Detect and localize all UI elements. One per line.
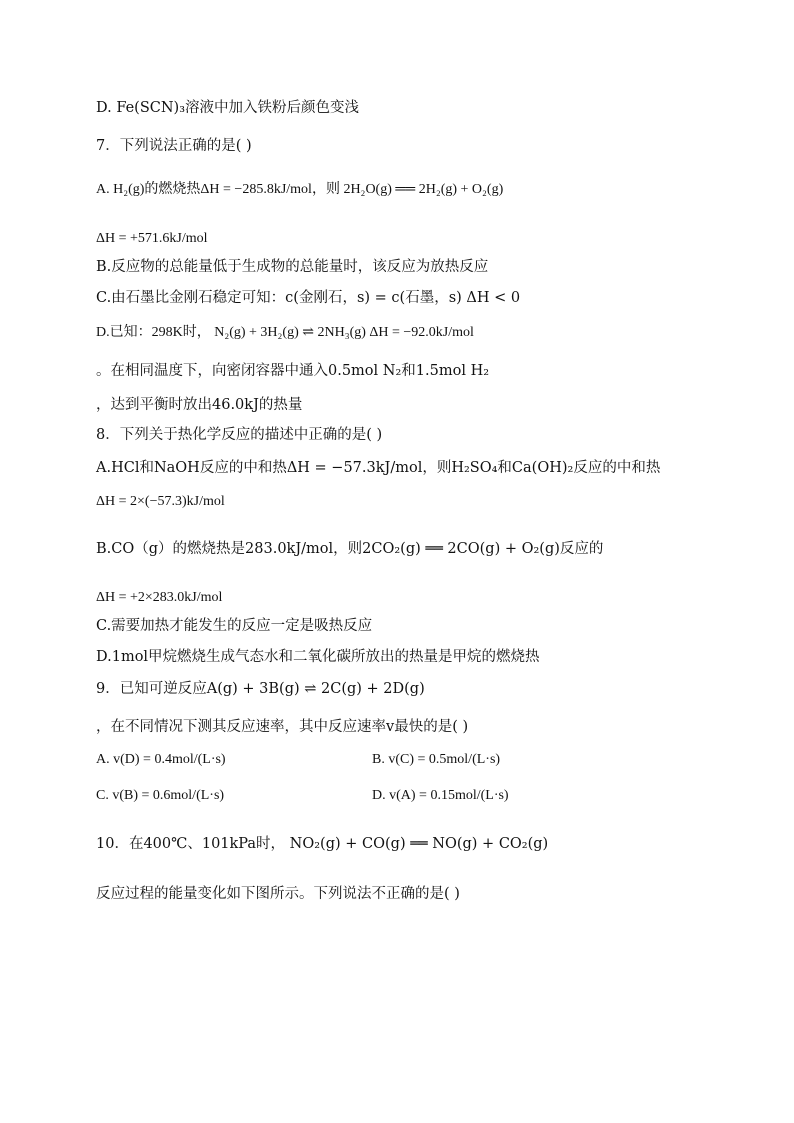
q9-stem: 9．已知可逆反应A(g) + 3B(g) ⇌ 2C(g) + 2D(g) <box>96 681 425 697</box>
q7-option-d-line3: ，达到平衡时放出46.0kJ的热量 <box>96 397 303 413</box>
q8-option-d: D.1mol甲烷燃烧生成气态水和二氧化碳所放出的热量是甲烷的燃烧热 <box>96 649 540 665</box>
q10-stem-line2: 反应过程的能量变化如下图所示。下列说法不正确的是( ) <box>96 886 460 902</box>
q8-option-b-line2: ΔH = +2×283.0kJ/mol <box>96 590 223 605</box>
q7-stem: 7．下列说法正确的是( ) <box>96 138 252 154</box>
q7-option-a-line2: ΔH = +571.6kJ/mol <box>96 231 208 246</box>
q8-option-a-line1: A.HCl和NaOH反应的中和热ΔH = −57.3kJ/mol，则H₂SO₄和Ca(OH)₂反应的中和热 <box>96 460 661 476</box>
q7-option-a-line1: A. H₂(g)的燃烧热ΔH = −285.8kJ/mol，则 2H₂O(g) ══ 2H₂(g) + O₂(g) <box>96 182 504 197</box>
q9-option-a: A. v(D) = 0.4mol/(L·s) <box>96 752 226 767</box>
q7-option-d-line2: 。在相同温度下，向密闭容器中通入0.5mol N₂和1.5mol H₂ <box>96 363 490 379</box>
q10-stem: 10．在400℃、101kPa时， NO₂(g) + CO(g) ══ NO(g) + CO₂(g) <box>96 836 549 852</box>
q8-stem: 8．下列关于热化学反应的描述中正确的是( ) <box>96 427 383 443</box>
q9-stem-line2: ，在不同情况下测其反应速率，其中反应速率v最快的是( ) <box>96 719 469 735</box>
q9-options-row2 <box>96 786 734 806</box>
q6-option-d: D. Fe(SCN)₃溶液中加入铁粉后颜色变浅 <box>96 100 360 116</box>
q7-option-d-line1: D.已知：298K时， N₂(g) + 3H₂(g) ⇌ 2NH₃(g) ΔH = −92.0kJ/mol <box>96 325 474 340</box>
q7-option-c: C.由石墨比金刚石稳定可知：c(金刚石，s) = c(石墨，s) ΔH < 0 <box>96 290 521 306</box>
q9-option-c: C. v(B) = 0.6mol/(L·s) <box>96 788 225 803</box>
q7-option-b: B.反应物的总能量低于生成物的总能量时，该反应为放热反应 <box>96 259 489 275</box>
q9-options-row1 <box>96 750 734 770</box>
q8-option-b-line1: B.CO（g）的燃烧热是283.0kJ/mol，则2CO₂(g) ══ 2CO(g) + O₂(g)反应的 <box>96 541 604 557</box>
q9-option-b: B. v(C) = 0.5mol/(L·s) <box>372 752 501 767</box>
q8-option-c: C.需要加热才能发生的反应一定是吸热反应 <box>96 618 373 634</box>
q8-option-a-line2: ΔH = 2×(−57.3)kJ/mol <box>96 494 225 509</box>
q9-option-d: D. v(A) = 0.15mol/(L·s) <box>372 788 509 803</box>
